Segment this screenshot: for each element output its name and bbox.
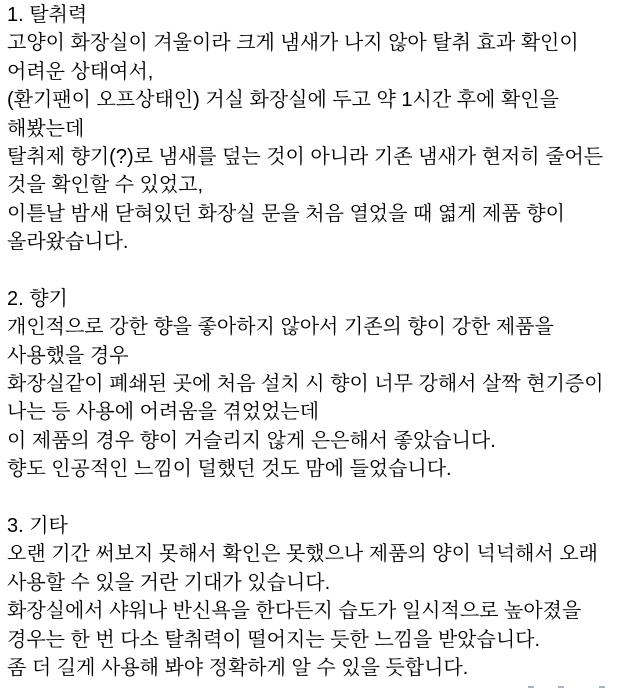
review-line: 화장실같이 폐쇄된 곳에 처음 설치 시 향이 너무 강해서 살짝 현기증이 bbox=[7, 373, 604, 396]
review-line: 오랜 기간 써보지 못해서 확인은 못했으나 제품의 양이 넉넉해서 오래 bbox=[7, 543, 598, 566]
section-heading: 3. 기타 bbox=[7, 515, 68, 538]
review-line: 어려운 상태여서, bbox=[7, 60, 154, 83]
review-line: 올라왔습니다. bbox=[7, 231, 129, 254]
review-line: 것을 확인할 수 있었고, bbox=[7, 174, 204, 197]
review-line: 나는 등 사용에 어려움을 겪었었는데 bbox=[7, 401, 320, 424]
cutoff-text-fragment bbox=[558, 686, 564, 688]
review-section-deodorizing bbox=[7, 1, 640, 257]
review-line: 이튿날 밤새 닫혀있던 화장실 문을 처음 열었을 때 엷게 제품 향이 bbox=[7, 202, 565, 225]
review-line: 경우는 한 번 다소 탈취력이 떨어지는 듯한 느낌을 받았습니다. bbox=[7, 628, 541, 651]
review-line: 향도 인공적인 느낌이 덜했던 것도 맘에 들었습니다. bbox=[7, 458, 452, 481]
review-line: 개인적으로 강한 향을 좋아하지 않아서 기존의 향이 강한 제품을 bbox=[7, 316, 554, 339]
review-line: 탈취제 향기(?)로 냄새를 덮는 것이 아니라 기존 냄새가 현저히 줄어든 bbox=[7, 145, 604, 168]
cutoff-text-fragment bbox=[599, 686, 605, 688]
review-line: 이 제품의 경우 향이 거슬리지 않게 은은해서 좋았습니다. bbox=[7, 429, 496, 452]
review-line: 사용할 수 있을 거란 기대가 있습니다. bbox=[7, 571, 331, 594]
review-line: 좀 더 길게 사용해 봐야 정확하게 알 수 있을 듯합니다. bbox=[7, 656, 469, 679]
review-line: 사용했을 경우 bbox=[7, 344, 129, 367]
review-line: (환기팬이 오프상태인) 거실 화장실에 두고 약 1시간 후에 확인을 bbox=[7, 89, 559, 112]
cutoff-text-fragment bbox=[528, 686, 534, 688]
review-section-fragrance bbox=[7, 285, 640, 484]
review-line: 고양이 화장실이 겨울이라 크게 냄새가 나지 않아 탈취 효과 확인이 bbox=[7, 32, 579, 55]
review-section-etc bbox=[7, 512, 640, 682]
section-heading: 2. 향기 bbox=[7, 287, 68, 310]
review-line: 해봤는데 bbox=[7, 117, 85, 140]
review-line: 화장실에서 샤워나 반신욕을 한다든지 습도가 일시적으로 높아졌을 bbox=[7, 600, 582, 623]
section-heading: 1. 탈취력 bbox=[7, 4, 88, 26]
